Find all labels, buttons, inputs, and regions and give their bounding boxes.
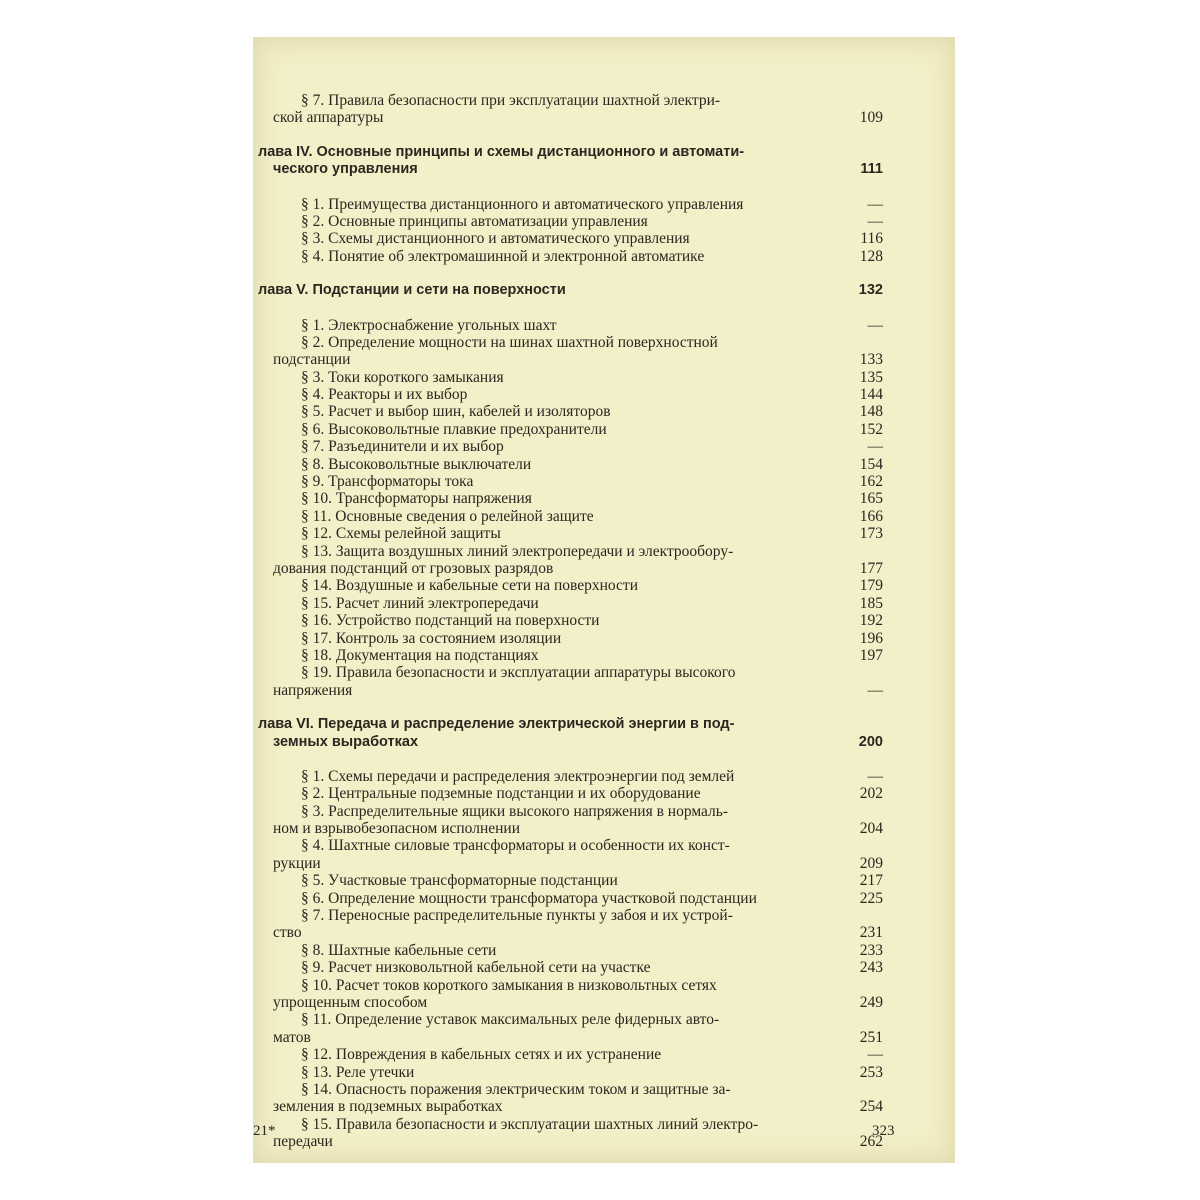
entry-title: § 1. Преимущества дистанционного и автоматического управления bbox=[301, 195, 744, 213]
entry-title: § 4. Шахтные силовые трансформаторы и особенности их конст- bbox=[301, 837, 730, 855]
toc-entry bbox=[253, 508, 955, 525]
entry-page-number: 177 bbox=[859, 559, 883, 577]
toc-entry bbox=[253, 1116, 955, 1133]
entry-title: земных выработках bbox=[273, 733, 419, 750]
entry-title: § 11. Определение уставок максимальных реле фидерных авто- bbox=[301, 1011, 720, 1029]
entry-title: § 4. Понятие об электромашинной и электронной автоматике bbox=[301, 247, 705, 265]
entry-page-number: 166 bbox=[859, 507, 883, 525]
toc-entry bbox=[253, 196, 955, 213]
entry-page-number: — bbox=[867, 316, 883, 334]
toc-entry bbox=[253, 421, 955, 438]
entry-page-number: 251 bbox=[859, 1028, 883, 1046]
entry-title: § 10. Расчет токов короткого замыкания в низковольтных сетях bbox=[301, 976, 717, 994]
toc-entry bbox=[253, 647, 955, 664]
toc-entry bbox=[253, 577, 955, 594]
entry-title: § 16. Устройство подстанций на поверхности bbox=[301, 612, 600, 630]
entry-title: § 5. Участковые трансформаторные подстанции bbox=[301, 872, 618, 890]
toc-entry bbox=[253, 560, 955, 577]
entry-title: § 7. Правила безопасности при эксплуатации шахтной электри- bbox=[301, 92, 721, 109]
entry-title: § 2. Определение мощности на шинах шахтной поверхностной bbox=[301, 333, 718, 351]
section-gap bbox=[253, 300, 955, 317]
entry-page-number: 132 bbox=[858, 282, 883, 299]
toc-entry bbox=[253, 403, 955, 420]
entry-page-number: 209 bbox=[859, 854, 883, 872]
entry-page-number: 253 bbox=[859, 1063, 883, 1081]
entry-title: § 6. Высоковольтные плавкие предохранители bbox=[301, 420, 607, 438]
entry-page-number: — bbox=[867, 767, 883, 785]
toc-entry bbox=[253, 682, 955, 699]
entry-title: § 4. Реакторы и их выбор bbox=[301, 386, 468, 404]
entry-title: ном и взрывобезопасном исполнении bbox=[273, 820, 521, 838]
entry-page-number: 154 bbox=[859, 455, 883, 473]
toc-entry bbox=[253, 438, 955, 455]
entry-title: § 7. Разъединители и их выбор bbox=[301, 438, 504, 456]
toc-entry bbox=[253, 907, 955, 924]
toc-entry bbox=[253, 92, 955, 109]
entry-page-number: 133 bbox=[859, 351, 883, 369]
toc-entry bbox=[253, 664, 955, 681]
toc-entry bbox=[253, 386, 955, 403]
signature-mark: 21* bbox=[253, 1123, 276, 1139]
entry-page-number: 162 bbox=[859, 473, 883, 491]
entry-page-number: 197 bbox=[859, 646, 883, 664]
toc-entry bbox=[253, 109, 955, 126]
toc-entry bbox=[253, 890, 955, 907]
entry-title: рукции bbox=[273, 854, 321, 872]
entry-page-number: 249 bbox=[859, 993, 883, 1011]
toc-entry bbox=[253, 630, 955, 647]
entry-page-number: 200 bbox=[858, 733, 883, 750]
entry-page-number: 192 bbox=[859, 612, 883, 630]
toc-entry bbox=[253, 1029, 955, 1046]
toc-entry bbox=[253, 1081, 955, 1098]
entry-title: подстанции bbox=[273, 351, 351, 369]
entry-title: § 10. Трансформаторы напряжения bbox=[301, 490, 532, 508]
toc-entry bbox=[253, 924, 955, 941]
entry-title: § 12. Повреждения в кабельных сетях и их устранение bbox=[301, 1046, 662, 1064]
entry-title: матов bbox=[273, 1028, 311, 1046]
toc-entry bbox=[253, 473, 955, 490]
entry-page-number: 165 bbox=[859, 490, 883, 508]
entry-title: § 1. Электроснабжение угольных шахт bbox=[301, 316, 557, 334]
toc-entry bbox=[253, 768, 955, 785]
entry-title: § 9. Трансформаторы тока bbox=[301, 473, 474, 491]
entry-title: § 9. Расчет низковольтной кабельной сети на участке bbox=[301, 959, 651, 977]
section-gap bbox=[253, 751, 955, 768]
chapter-entry bbox=[253, 144, 955, 161]
entry-title: § 15. Правила безопасности и эксплуатации шахтных линий электро- bbox=[301, 1115, 759, 1133]
section-gap bbox=[253, 699, 955, 716]
toc-entry bbox=[253, 785, 955, 802]
entry-title: § 3. Схемы дистанционного и автоматического управления bbox=[301, 230, 690, 248]
chapter-entry bbox=[253, 282, 955, 299]
toc-entry bbox=[253, 942, 955, 959]
toc-entry bbox=[253, 525, 955, 542]
entry-page-number: 196 bbox=[859, 629, 883, 647]
toc-entry bbox=[253, 872, 955, 889]
entry-page-number: 254 bbox=[859, 1098, 883, 1116]
toc-entry bbox=[253, 334, 955, 351]
entry-page-number: 243 bbox=[859, 959, 883, 977]
entry-page-number: 233 bbox=[859, 941, 883, 959]
entry-page-number: 152 bbox=[859, 420, 883, 438]
toc-entry bbox=[253, 977, 955, 994]
section-gap bbox=[253, 265, 955, 282]
entry-title: § 2. Основные принципы автоматизации управления bbox=[301, 212, 648, 230]
entry-title: § 19. Правила безопасности и эксплуатации аппаратуры высокого bbox=[301, 664, 736, 682]
entry-title: ство bbox=[273, 924, 302, 942]
entry-title: земления в подземных выработках bbox=[273, 1098, 503, 1116]
entry-title: § 15. Расчет линий электропередачи bbox=[301, 594, 539, 612]
entry-page-number: — bbox=[867, 195, 883, 213]
chapter-entry bbox=[253, 734, 955, 751]
entry-page-number: 185 bbox=[859, 594, 883, 612]
toc-entry bbox=[253, 543, 955, 560]
toc-entry bbox=[253, 994, 955, 1011]
entry-page-number: 262 bbox=[859, 1133, 883, 1151]
toc-entry bbox=[253, 595, 955, 612]
entry-title: § 14. Опасность поражения электрическим током и защитные за- bbox=[301, 1080, 731, 1098]
entry-title: напряжения bbox=[273, 681, 353, 699]
section-gap bbox=[253, 179, 955, 196]
entry-title: § 12. Схемы релейной защиты bbox=[301, 525, 501, 543]
toc-entry bbox=[253, 1046, 955, 1063]
toc-entry bbox=[253, 1011, 955, 1028]
entry-page-number: 179 bbox=[859, 577, 883, 595]
entry-page-number: 148 bbox=[859, 403, 883, 421]
entry-title: ской аппаратуры bbox=[273, 109, 384, 127]
toc-entry bbox=[253, 820, 955, 837]
entry-page-number: — bbox=[867, 681, 883, 699]
entry-page-number: 217 bbox=[859, 872, 883, 890]
entry-page-number: 109 bbox=[859, 109, 883, 127]
toc-entry bbox=[253, 612, 955, 629]
entry-title: § 6. Определение мощности трансформатора участковой подстанции bbox=[301, 889, 757, 907]
entry-page-number: 135 bbox=[859, 368, 883, 386]
toc-entry bbox=[253, 456, 955, 473]
toc-entry bbox=[253, 490, 955, 507]
toc-entry bbox=[253, 230, 955, 247]
entry-title: ческого управления bbox=[273, 161, 418, 178]
entry-title: § 11. Основные сведения о релейной защите bbox=[301, 507, 594, 525]
entry-title: лава IV. Основные принципы и схемы дистанционного и автомати- bbox=[258, 143, 745, 160]
entry-title: § 17. Контроль за состоянием изоляции bbox=[301, 629, 562, 647]
chapter-entry bbox=[253, 716, 955, 733]
book-page bbox=[253, 37, 955, 1163]
toc-entry bbox=[253, 1098, 955, 1115]
entry-title: § 18. Документация на подстанциях bbox=[301, 646, 539, 664]
entry-page-number: 231 bbox=[859, 924, 883, 942]
toc-entry bbox=[253, 803, 955, 820]
entry-title: дования подстанций от грозовых разрядов bbox=[273, 559, 554, 577]
toc-entry bbox=[253, 248, 955, 265]
entry-title: § 8. Высоковольтные выключатели bbox=[301, 455, 532, 473]
toc-entry bbox=[253, 959, 955, 976]
entry-title: § 7. Переносные распределительные пункты у забоя и их устрой- bbox=[301, 907, 733, 925]
entry-page-number: 225 bbox=[859, 889, 883, 907]
page-number: 323 bbox=[872, 1123, 895, 1139]
entry-title: § 1. Схемы передачи и распределения электроэнергии под землей bbox=[301, 767, 735, 785]
toc-entry bbox=[253, 1064, 955, 1081]
entry-title: § 3. Распределительные ящики высокого напряжения в нормаль- bbox=[301, 802, 729, 820]
chapter-entry bbox=[253, 161, 955, 178]
entry-page-number: 144 bbox=[859, 386, 883, 404]
entry-title: § 14. Воздушные и кабельные сети на поверхности bbox=[301, 577, 638, 595]
entry-title: упрощенным способом bbox=[273, 993, 428, 1011]
section-gap bbox=[253, 127, 955, 144]
entry-page-number: — bbox=[867, 1046, 883, 1064]
entry-title: передачи bbox=[273, 1133, 333, 1151]
entry-page-number: 204 bbox=[859, 820, 883, 838]
entry-title: § 13. Реле утечки bbox=[301, 1063, 415, 1081]
entry-page-number: — bbox=[867, 438, 883, 456]
table-of-contents bbox=[253, 92, 955, 1150]
toc-entry bbox=[253, 855, 955, 872]
toc-entry bbox=[253, 213, 955, 230]
entry-title: § 13. Защита воздушных линий электропередачи и электрообору- bbox=[301, 542, 734, 560]
entry-title: лава V. Подстанции и сети на поверхности bbox=[258, 282, 566, 299]
entry-title: § 2. Центральные подземные подстанции и их оборудование bbox=[301, 785, 701, 803]
entry-title: § 3. Токи короткого замыкания bbox=[301, 368, 504, 386]
entry-title: лава VI. Передача и распределение электрической энергии в под- bbox=[258, 716, 735, 733]
entry-page-number: — bbox=[867, 212, 883, 230]
toc-entry bbox=[253, 317, 955, 334]
entry-title: § 8. Шахтные кабельные сети bbox=[301, 941, 497, 959]
entry-page-number: 202 bbox=[859, 785, 883, 803]
entry-page-number: 116 bbox=[860, 230, 883, 248]
toc-entry bbox=[253, 351, 955, 368]
entry-title: § 5. Расчет и выбор шин, кабелей и изоляторов bbox=[301, 403, 611, 421]
entry-page-number: 128 bbox=[859, 247, 883, 265]
toc-entry bbox=[253, 837, 955, 854]
entry-page-number: 111 bbox=[860, 161, 883, 178]
toc-entry bbox=[253, 369, 955, 386]
toc-entry bbox=[253, 1133, 955, 1150]
entry-page-number: 173 bbox=[859, 525, 883, 543]
